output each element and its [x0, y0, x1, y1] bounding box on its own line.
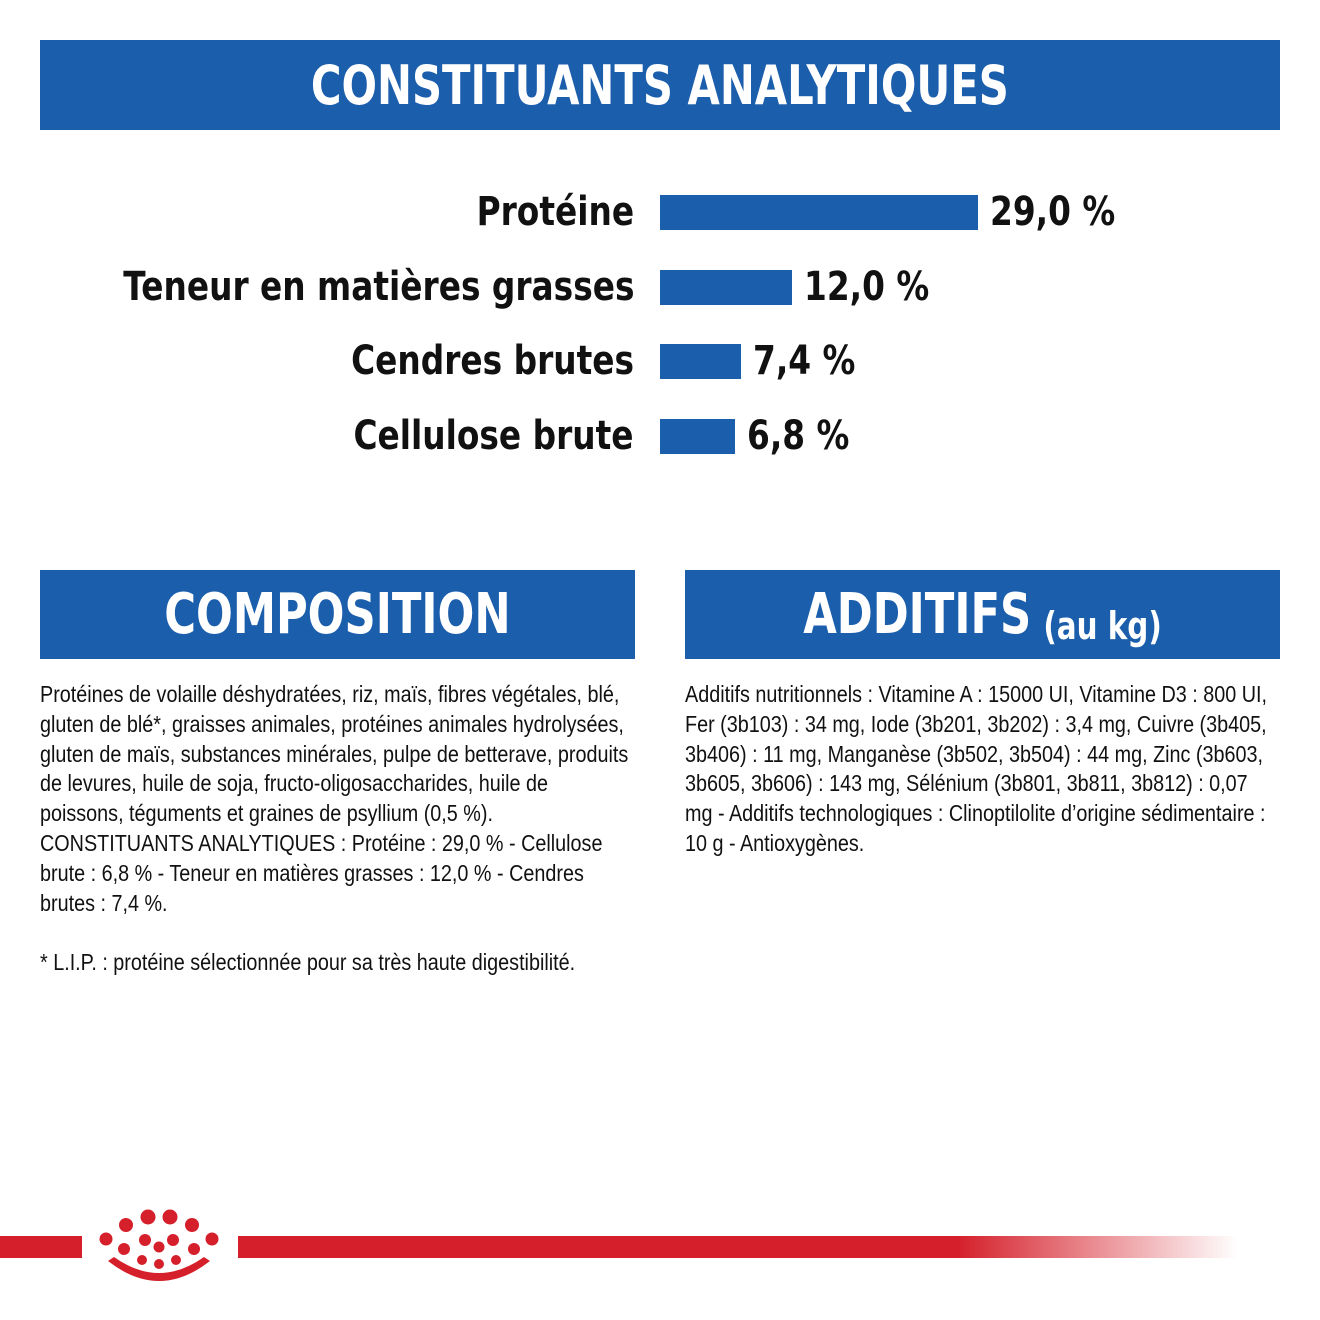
- analytics-header: [40, 40, 1280, 130]
- analytics-label: Cendres brutes: [351, 338, 634, 384]
- footer-red-line-left: [0, 1236, 82, 1258]
- analytics-bar: [660, 270, 792, 305]
- analytics-bar: [660, 195, 978, 230]
- composition-header: [40, 570, 635, 659]
- analytics-row: [0, 413, 1320, 459]
- analytics-value: 6,8 %: [746, 413, 849, 459]
- analytics-title: CONSTITUANTS ANALYTIQUES: [310, 53, 1010, 117]
- analytics-label: Cellulose brute: [353, 413, 634, 459]
- composition-text: Protéines de volaille déshydratées, riz, maïs, fibres végétales, blé, gluten de blé*, graisses animales, protéines animales hydrolysées, gluten de maïs, substances minérales, pulpe de betterave, produits de levures, huile de soja, fructo-oligosaccharides, huile de poissons, téguments et graines de psyllium (0,5 %). CONSTITUANTS ANALYTIQUES : Protéine : 29,0 % - Cellulose brute : 6,8 % - Teneur en matières grasses : 12,0 % - Cendres brutes : 7,4 %. * L.I.P. : protéine sélectionnée pour sa très haute digestibilité.: [40, 681, 629, 976]
- analytics-bar: [660, 419, 735, 454]
- additifs-title-group: [803, 582, 1162, 647]
- analytics-value: 12,0 %: [803, 264, 929, 310]
- additifs-text: Additifs nutritionnels : Vitamine A : 15000 UI, Vitamine D3 : 800 UI, Fer (3b103) : 34 mg, Iode (3b201, 3b202) : 3,4 mg, Cuivre (3b405, 3b406) : 11 mg, Manganèse (3b502, 3b504) : 44 mg, Zinc (3b603, 3b605, 3b606) : 143 mg, Sélénium (3b801, 3b811, 3b812) : 0,07 mg - Additifs technologiques : Clinoptilolite d’origine sédimentaire : 10 g - Antioxygènes.: [685, 681, 1268, 856]
- footer-red-line-right: [238, 1236, 1238, 1258]
- analytics-bar: [660, 344, 741, 379]
- additifs-title-suffix: (au kg): [1043, 604, 1162, 648]
- analytics-value: 7,4 %: [753, 338, 856, 384]
- composition-title: COMPOSITION: [164, 582, 511, 647]
- additifs-title: ADDITIFS: [803, 582, 1032, 647]
- analytics-row: [0, 189, 1320, 235]
- analytics-value: 29,0 %: [990, 189, 1116, 235]
- analytics-row: [0, 338, 1320, 384]
- analytics-row: [0, 264, 1320, 310]
- royal-canin-crown-icon: [88, 1203, 230, 1288]
- analytics-label: Teneur en matières grasses: [122, 264, 634, 310]
- additifs-header: [685, 570, 1280, 659]
- analytics-label: Protéine: [476, 189, 634, 235]
